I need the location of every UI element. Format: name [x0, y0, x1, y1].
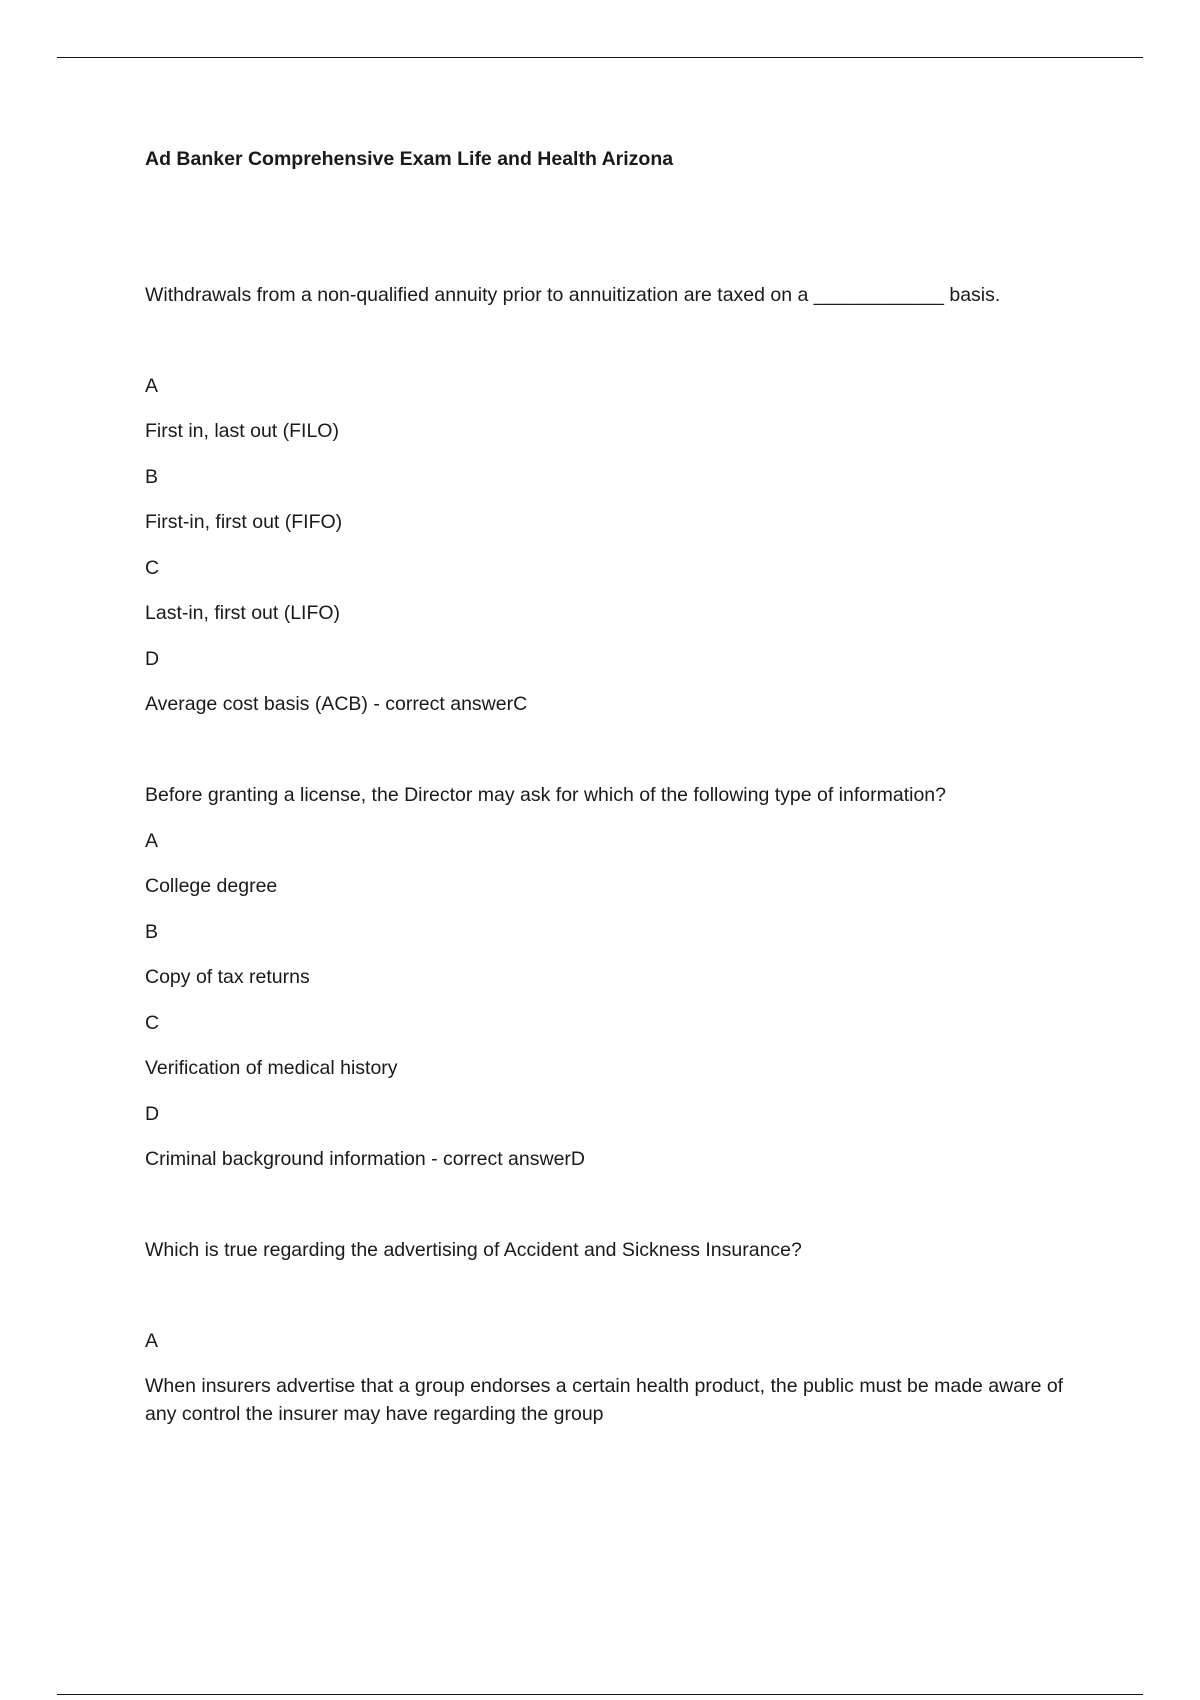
- question-1-text: Withdrawals from a non-qualified annuity prior to annuitization are taxed on a ____________ basis.: [145, 284, 1001, 306]
- question-1-option-a-text: First in, last out (FILO): [145, 420, 339, 442]
- question-1-option-c-letter: C: [145, 557, 160, 579]
- question-3-option-a-text: When insurers advertise that a group endorses a certain health product, the public must be made aware of any control the insurer may have regarding the group: [145, 1375, 1064, 1425]
- question-2-option-d-letter: D: [145, 1103, 160, 1125]
- question-1-option-b-letter: B: [145, 466, 159, 488]
- bottom-rule: [57, 1694, 1143, 1695]
- question-1-option-d-text: Average cost basis (ACB) - correct answerC: [145, 693, 528, 715]
- question-3-text: Which is true regarding the advertising of Accident and Sickness Insurance?: [145, 1239, 802, 1261]
- top-rule: [57, 57, 1143, 58]
- question-2-option-a-text: College degree: [145, 875, 278, 897]
- question-2-option-a-letter: A: [145, 830, 159, 852]
- question-2-text: Before granting a license, the Director may ask for which of the following type of information?: [145, 784, 946, 806]
- question-2-option-c-text: Verification of medical history: [145, 1057, 398, 1079]
- question-1-option-c-text: Last-in, first out (LIFO): [145, 602, 341, 624]
- question-2-option-b-letter: B: [145, 921, 159, 943]
- question-1-option-d-letter: D: [145, 648, 160, 670]
- question-2-option-d-text: Criminal background information - correct answerD: [145, 1148, 585, 1170]
- question-1-option-b-text: First-in, first out (FIFO): [145, 511, 343, 533]
- question-3-option-a-letter: A: [145, 1330, 159, 1352]
- document-title: Ad Banker Comprehensive Exam Life and Health Arizona: [145, 148, 674, 170]
- question-2-option-b-text: Copy of tax returns: [145, 966, 310, 988]
- question-1-option-a-letter: A: [145, 375, 159, 397]
- question-2-option-c-letter: C: [145, 1012, 160, 1034]
